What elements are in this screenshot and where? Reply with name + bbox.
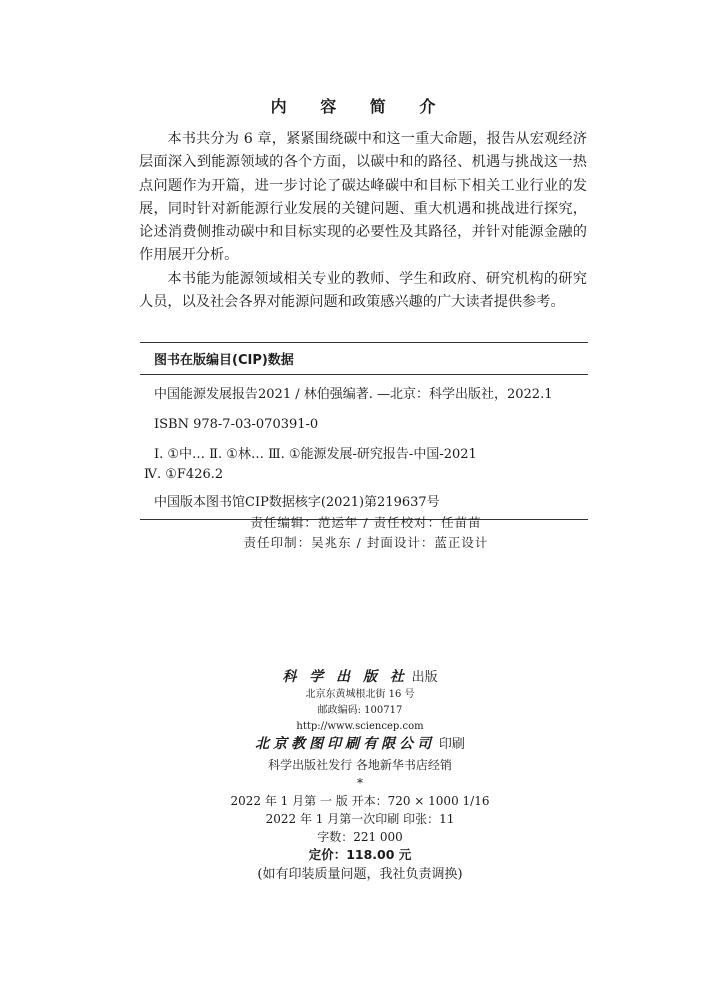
printer-suffix: 印刷	[438, 737, 465, 752]
cip-heading: 图书在版编目(CIP)数据	[140, 343, 588, 375]
cip-record-number: 中国版本图书馆CIP数据核字(2021)第219637号	[154, 495, 440, 510]
publisher-postcode: 邮政编码: 100717	[317, 705, 403, 716]
printer-logo-text: 北京教图印刷有限公司	[255, 736, 436, 752]
price: 定价：118.00 元	[308, 847, 412, 862]
cip-classification: Ⅰ. ①中… Ⅱ. ①林… Ⅲ. ①能源发展-研究报告-中国-2021	[154, 447, 477, 462]
edition-line: 2022 年 1 月第 一 版 开本：720 × 1000 1/16	[230, 794, 490, 808]
intro-paragraph-2: 本书能为能源领域相关专业的教师、学生和政府、研究机构的研究人员，以及社会各界对能源问题和政策感兴趣的广大读者提供参考。	[139, 270, 587, 311]
cip-classification-cont: Ⅳ. ①F426.2	[144, 467, 224, 482]
intro-section	[139, 128, 587, 314]
credits	[0, 513, 720, 553]
separator-asterisk: *	[357, 776, 363, 790]
printing-line: 2022 年 1 月第一次印刷 印张：11	[265, 812, 455, 826]
cip-data-block	[140, 342, 588, 520]
cip-isbn: ISBN 978-7-03-070391-0	[154, 417, 319, 432]
word-count: 字数：221 000	[317, 830, 403, 844]
publisher-suffix: 出版	[411, 670, 438, 685]
credits-editors: 责任编辑：范运年 / 责任校对：任苗苗	[250, 515, 482, 530]
cip-title-line: 中国能源发展报告2021 / 林伯强编著. —北京：科学出版社，2022.1	[154, 387, 553, 402]
imprint	[0, 668, 720, 884]
publisher-line	[0, 668, 720, 687]
distribution-line: 科学出版社发行 各地新华书店经销	[268, 758, 452, 772]
credits-production: 责任印制：吴兆东 / 封面设计：蓝正设计	[243, 535, 489, 550]
publisher-logo-text: 科 学 出 版 社	[282, 669, 408, 685]
quality-note: (如有印装质量问题，我社负责调换)	[257, 867, 463, 882]
publisher-address: 北京东黄城根北街 16 号	[305, 689, 415, 700]
publisher-url: http://www.sciencep.com	[296, 721, 424, 732]
printer-line	[0, 735, 720, 754]
page-title: 内 容 简 介	[270, 97, 450, 116]
intro-paragraph-1: 本书共分为 6 章，紧紧围绕碳中和这一重大命题，报告从宏观经济层面深入到能源领域的各个方面，以碳中和的路径、机遇与挑战这一热点问题作为开篇，进一步讨论了碳达峰碳中和目标下相关工业行业的发展，同时针对新能源行业发展的关键问题、重大机遇和挑战进行探究，论述消费侧推动碳中和目标实现的必要性及其路径，并针对能源金融的作用展开分析。	[139, 131, 587, 264]
